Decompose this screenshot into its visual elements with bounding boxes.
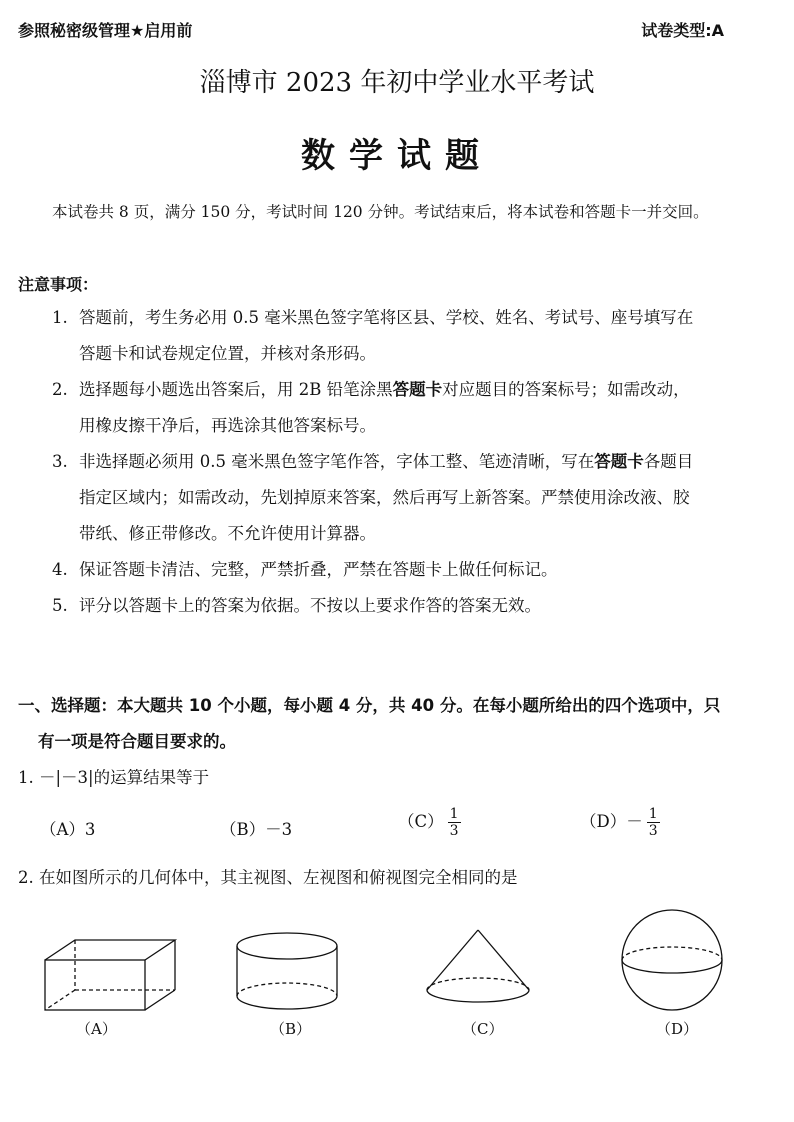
note-text: 非选择题必须用 0.5 毫米黑色签字笔作答，字体工整、笔迹清晰，写在	[79, 452, 595, 471]
exam-title: 淄博市 2023 年初中学业水平考试	[199, 68, 595, 98]
figure-label-b: （B）	[270, 1020, 312, 1038]
note-line: 答题前，考生务必用 0.5 毫米黑色签字笔将区县、学校、姓名、考试号、座号填写在	[79, 308, 694, 327]
option-prefix: （D）－	[580, 812, 643, 831]
q1-option-b: （B）－3	[220, 820, 293, 839]
figure-label-c: （C）	[462, 1020, 504, 1038]
geometry-figures	[0, 900, 794, 1018]
note-number: 2.	[52, 380, 68, 399]
figure-label-a: （A）	[76, 1020, 117, 1038]
sphere-icon	[622, 910, 722, 1010]
fraction	[448, 806, 461, 839]
q1-option-c	[398, 806, 461, 839]
note-text: 对应题目的答案标号；如需改动，	[442, 380, 690, 399]
cone-icon	[427, 930, 529, 1002]
paper-type-label: 试卷类型:A	[641, 21, 724, 40]
fraction-numerator: 1	[648, 806, 658, 822]
exam-intro: 本试卷共 8 页，满分 150 分，考试时间 120 分钟。考试结束后，将本试卷和答题卡一并交回。	[52, 203, 709, 221]
q1-option-a: （A）3	[40, 820, 96, 839]
answer-card-emphasis: 答题卡	[392, 380, 443, 399]
note-line: 用橡皮擦干净后，再选涂其他答案标号。	[79, 416, 376, 435]
cuboid-icon	[45, 940, 175, 1010]
note-line: 带纸、修正带修改。不允许使用计算器。	[79, 524, 376, 543]
cylinder-icon	[237, 933, 337, 1009]
note-text: 各题目	[643, 452, 694, 471]
fraction-denominator: 3	[648, 823, 658, 839]
question-1-stem: 1. －|－3|的运算结果等于	[18, 768, 210, 787]
secrecy-label: 参照秘密级管理★启用前	[18, 21, 193, 40]
note-number: 3.	[52, 452, 68, 471]
section-heading	[18, 688, 720, 760]
note-number: 4.	[52, 560, 68, 579]
answer-card-emphasis: 答题卡	[594, 452, 644, 471]
section-heading-line: 有一项是符合题目要求的。	[38, 732, 236, 751]
subject-title: 数学试题	[301, 136, 493, 176]
section-heading-line: 一、选择题：本大题共 10 个小题，每小题 4 分，共 40 分。在每小题所给出的四个选项中，只	[18, 696, 721, 715]
note-line: 评分以答题卡上的答案为依据。不按以上要求作答的答案无效。	[79, 596, 541, 615]
fraction-denominator: 3	[449, 823, 459, 839]
note-number: 1.	[52, 308, 68, 327]
note-line: 保证答题卡清洁、完整，严禁折叠，严禁在答题卡上做任何标记。	[79, 560, 558, 579]
note-line: 答题卡和试卷规定位置，并核对条形码。	[79, 344, 376, 363]
fraction-numerator: 1	[449, 806, 459, 822]
note-line: 指定区域内；如需改动，先划掉原来答案，然后再写上新答案。严禁使用涂改液、胶	[79, 488, 690, 507]
option-prefix: （C）	[398, 812, 444, 831]
fraction	[647, 806, 660, 839]
notes-heading: 注意事项：	[18, 275, 99, 294]
figure-label-d: （D）	[656, 1020, 699, 1038]
q1-option-d	[580, 806, 660, 839]
question-2-stem: 2. 在如图所示的几何体中，其主视图、左视图和俯视图完全相同的是	[18, 868, 518, 887]
note-text: 选择题每小题选出答案后，用 2B 铅笔涂黑	[79, 380, 393, 399]
note-number: 5.	[52, 596, 68, 615]
